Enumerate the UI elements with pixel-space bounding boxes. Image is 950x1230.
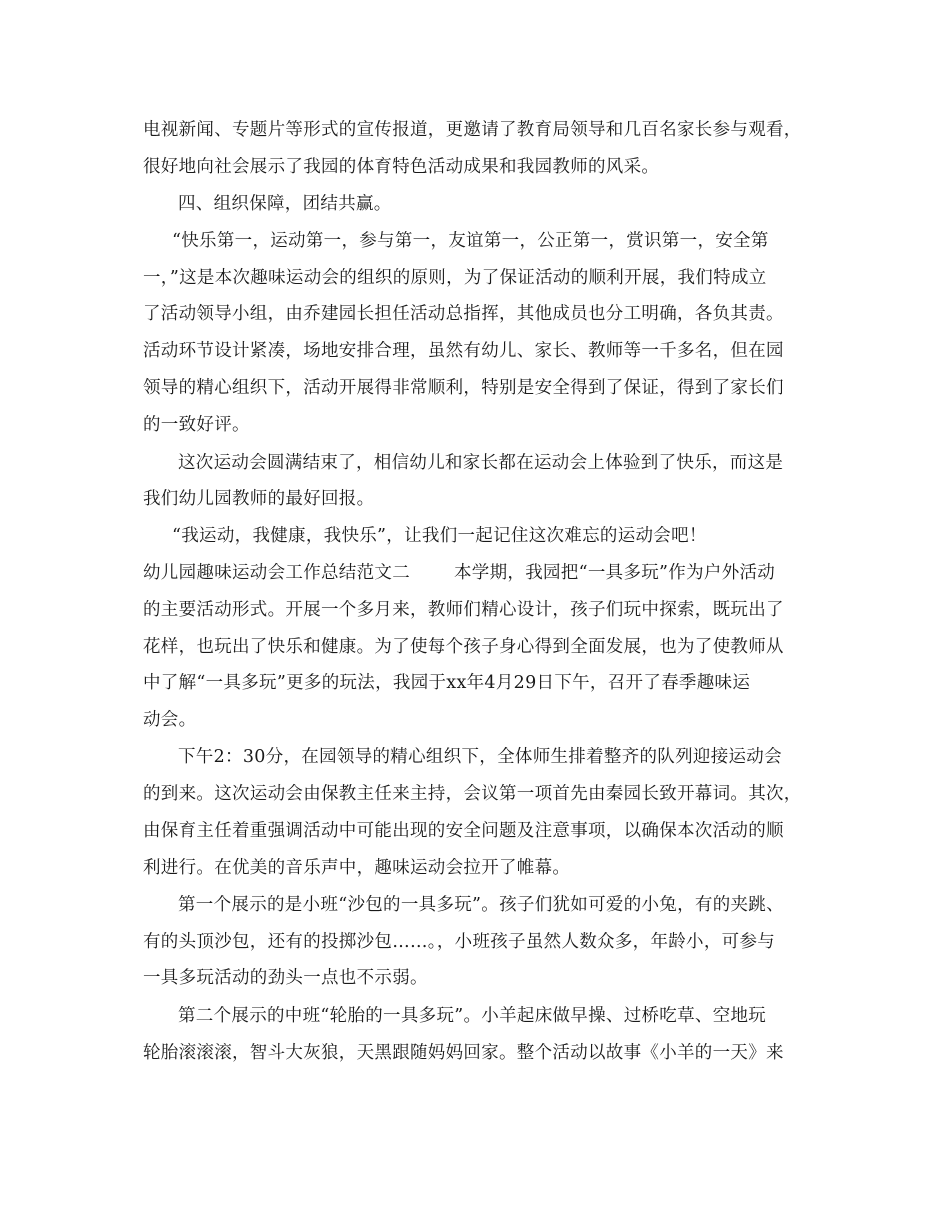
text-line: “我运动，我健康，我快乐”，让我们一起记住这次难忘的运动会吧！	[172, 526, 707, 546]
text-line: 这次运动会圆满结束了，相信幼儿和家长都在运动会上体验到了快乐，而这是	[178, 453, 784, 473]
text-line: 的到来。这次运动会由保教主任来主持，会议第一项首先由秦园长致开幕词。其次，	[143, 784, 802, 804]
section-heading: 四、组织保障，团结共赢。	[178, 194, 392, 214]
text-line: 的主要活动形式。开展一个多月来，教师们精心设计，孩子们玩中探索，既玩出了	[143, 600, 784, 620]
text-line: “快乐第一，运动第一，参与第一，友谊第一，公正第一，赏识第一，安全第	[172, 231, 769, 251]
text-line: 很好地向社会展示了我园的体育特色活动成果和我园教师的风采。	[143, 157, 660, 177]
text-line: 利进行。在优美的音乐声中，趣味运动会拉开了帷幕。	[143, 858, 571, 878]
text-line: 第一个展示的是小班“沙包的一具多玩”。孩子们犹如可爱的小兔，有的夹跳、	[178, 895, 784, 915]
text-line: 了活动领导小组，由乔建园长担任活动总指挥，其他成员也分工明确，各负其责。	[143, 304, 784, 324]
text-line: 动会。	[143, 710, 197, 730]
text-fragment: 本学期，我园把“一具多玩”作为户外活动	[454, 563, 776, 583]
text-line: 的一致好评。	[143, 415, 250, 435]
text-line: 第二个展示的中班“轮胎的一具多玩”。小羊起床做早操、过桥吃草、空地玩	[178, 1006, 767, 1026]
section-title: 幼儿园趣味运动会工作总结范文二	[143, 563, 410, 583]
text-line: 有的头顶沙包，还有的投掷沙包……。，小班孩子虽然人数众多，年龄小，可参与	[143, 932, 776, 952]
text-line: 下午2：30分，在园领导的精心组织下，全体师生排着整齐的队列迎接运动会	[178, 747, 782, 767]
text-line: 由保育主任着重强调活动中可能出现的安全问题及注意事项，以确保本次活动的顺	[143, 821, 784, 841]
text-line: 我们幼儿园教师的最好回报。	[143, 489, 375, 509]
text-line: 领导的精心组织下，活动开展得非常顺利，特别是安全得到了保证，得到了家长们	[143, 378, 784, 398]
text-line: 轮胎滚滚滚，智斗大灰狼，天黑跟随妈妈回家。整个活动以故事《小羊的一天》来	[143, 1043, 784, 1063]
text-line: 中了解“一具多玩”更多的玩法，我园于xx年4月29日下午，召开了春季趣味运	[143, 673, 751, 693]
text-line: 一具多玩活动的劲头一点也不示弱。	[143, 968, 428, 988]
text-line: 一，”这是本次趣味运动会的组织的原则，为了保证活动的顺利开展，我们特成立	[143, 268, 767, 288]
text-line: 电视新闻、专题片等形式的宣传报道，更邀请了教育局领导和几百名家长参与观看，	[143, 120, 802, 140]
text-line: 花样，也玩出了快乐和健康。为了使每个孩子身心得到全面发展，也为了使教师从	[143, 637, 784, 657]
text-line	[143, 561, 775, 585]
text-line: 活动环节设计紧凑，场地安排合理，虽然有幼儿、家长、教师等一千多名，但在园	[143, 341, 784, 361]
